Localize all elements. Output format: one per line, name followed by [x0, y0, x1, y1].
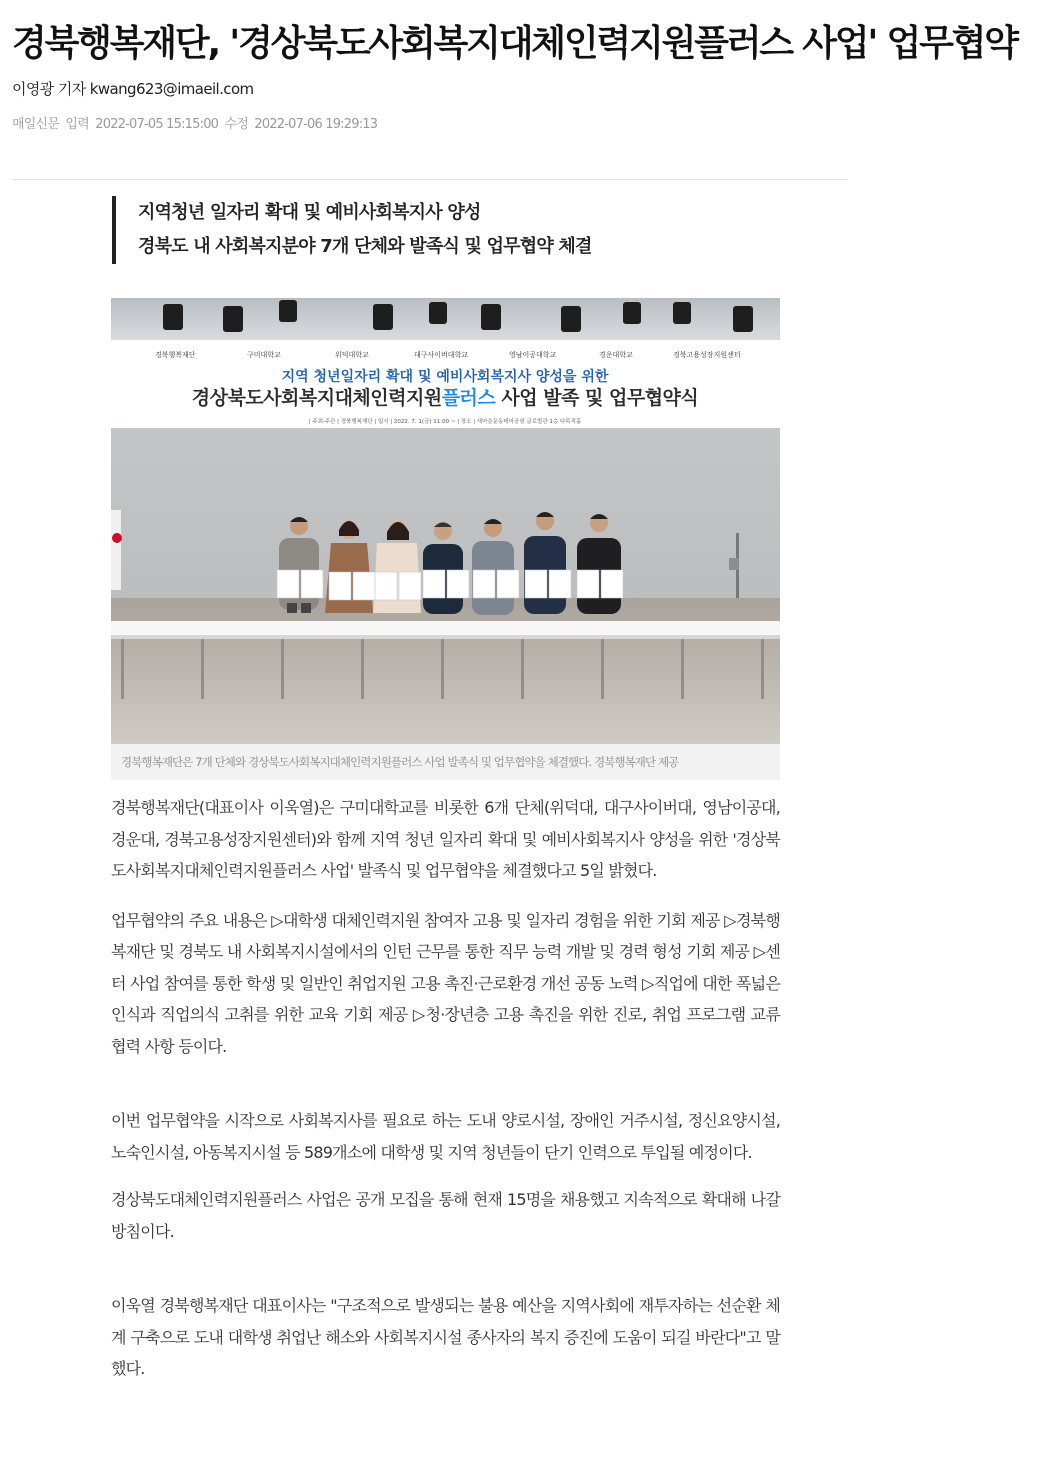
input-label: 입력 — [65, 117, 89, 132]
svg-text:경북고용성장지원센터: 경북고용성장지원센터 — [673, 351, 741, 359]
body-paragraph-2: 업무협약의 주요 내용은 ▷대학생 대체인력지원 참여자 고용 및 일자리 경험을 위한 기회 제공 ▷경북행복재단 및 경북도 내 사회복지시설에서의 인턴 근무를 통한 직무 능력 개발 및 경력 형성 기회 제공 ▷센터 사업 참여를 통한 학생 및 일반인 취업지원 고용 촉진·근로환경 개선 공동 노력 ▷직업에 대한 폭넓은 인식과 직업의식 고취를 위한 교육 기회 제공 ▷청·장년층 고용 촉진을 위한 진로, 취업 프로그램 교류 협력 사항 등이다. — [111, 910, 780, 1056]
byline[interactable]: 이영광 기자 kwang623@imaeil.com — [12, 80, 254, 98]
body-paragraph-4: 경상북도대체인력지원플러스 사업은 공개 모집을 통해 현재 15명을 채용했고 지속적으로 확대해 나갈 방침이다. — [111, 1190, 780, 1241]
article-photo[interactable] — [111, 298, 780, 744]
svg-text:대구사이버대학교: 대구사이버대학교 — [414, 351, 469, 359]
subheadline-2: 경북도 내 사회복지분야 7개 단체와 발족식 및 업무협약 체결 — [138, 236, 592, 257]
svg-text:위덕대학교: 위덕대학교 — [335, 351, 369, 359]
body-paragraph-5: 이욱열 경북행복재단 대표이사는 "구조적으로 발생되는 불용 예산을 지역사회에 재투자하는 선순환 체계 구축으로 도내 대학생 취업난 해소와 사회복지시설 종사자의 복지 증진에 도움이 되길 바란다"고 말했다. — [111, 1296, 780, 1378]
input-time: 2022-07-05 15:15:00 — [95, 117, 219, 132]
header-divider — [12, 179, 848, 180]
photo-caption: 경북행복재단은 7개 단체와 경상북도사회복지대체인력지원플러스 사업 발족식 및 업무협약을 체결했다. 경북행복재단 제공 — [111, 744, 780, 780]
svg-text:경운대학교: 경운대학교 — [599, 351, 633, 359]
article-body — [111, 792, 780, 1385]
body-paragraph-3: 이번 업무협약을 시작으로 사회복지사를 필요로 하는 도내 양로시설, 장애인 거주시설, 정신요양시설, 노숙인시설, 아동복지시설 등 589개소에 대학생 및 지역 청년들이 단기 인력으로 투입될 예정이다. — [111, 1111, 780, 1162]
svg-text:영남이공대학교: 영남이공대학교 — [509, 351, 557, 359]
banner-line-2: 경상북도사회복지대체인력지원플러스 사업 발족 및 업무협약식 — [191, 387, 699, 409]
article-headline: 경북행복재단, '경상북도사회복지대체인력지원플러스 사업' 업무협약 — [12, 23, 1017, 64]
svg-text:경북행복재단: 경북행복재단 — [155, 351, 196, 359]
photo-floor — [111, 598, 780, 744]
modified-time: 2022-07-06 19:29:13 — [254, 117, 378, 132]
source-name: 매일신문 — [12, 117, 60, 132]
article-meta — [12, 113, 380, 132]
banner-line-1: 지역 청년일자리 확대 및 예비사회복지사 양성을 위한 — [281, 369, 609, 385]
subheadline-1: 지역청년 일자리 확대 및 예비사회복지사 양성 — [138, 202, 481, 223]
subheadline-box — [112, 196, 798, 264]
svg-text:구미대학교: 구미대학교 — [247, 351, 281, 359]
body-paragraph-1: 경북행복재단(대표이사 이욱열)은 구미대학교를 비롯한 6개 단체(위덕대, 대구사이버대, 영남이공대, 경운대, 경북고용성장지원센터)와 함께 지역 청년 일자리 확대 및 예비사회복지사 양성을 위한 '경상북도사회복지대체인력지원플러스 사업' 발족식 및 업무협약을 체결했다고 5일 밝혔다. — [111, 798, 780, 880]
signed-agreements — [277, 570, 623, 600]
modified-label: 수정 — [224, 117, 249, 132]
banner-info: | 주최·주관 | 경북행복재단 | 일시 | 2022. 7. 1(금) 11:00 ~ | 장소 | 새마을운동테마공원 글로벌관 1층 다목적홀 — [308, 419, 582, 425]
korean-flag — [111, 510, 122, 590]
